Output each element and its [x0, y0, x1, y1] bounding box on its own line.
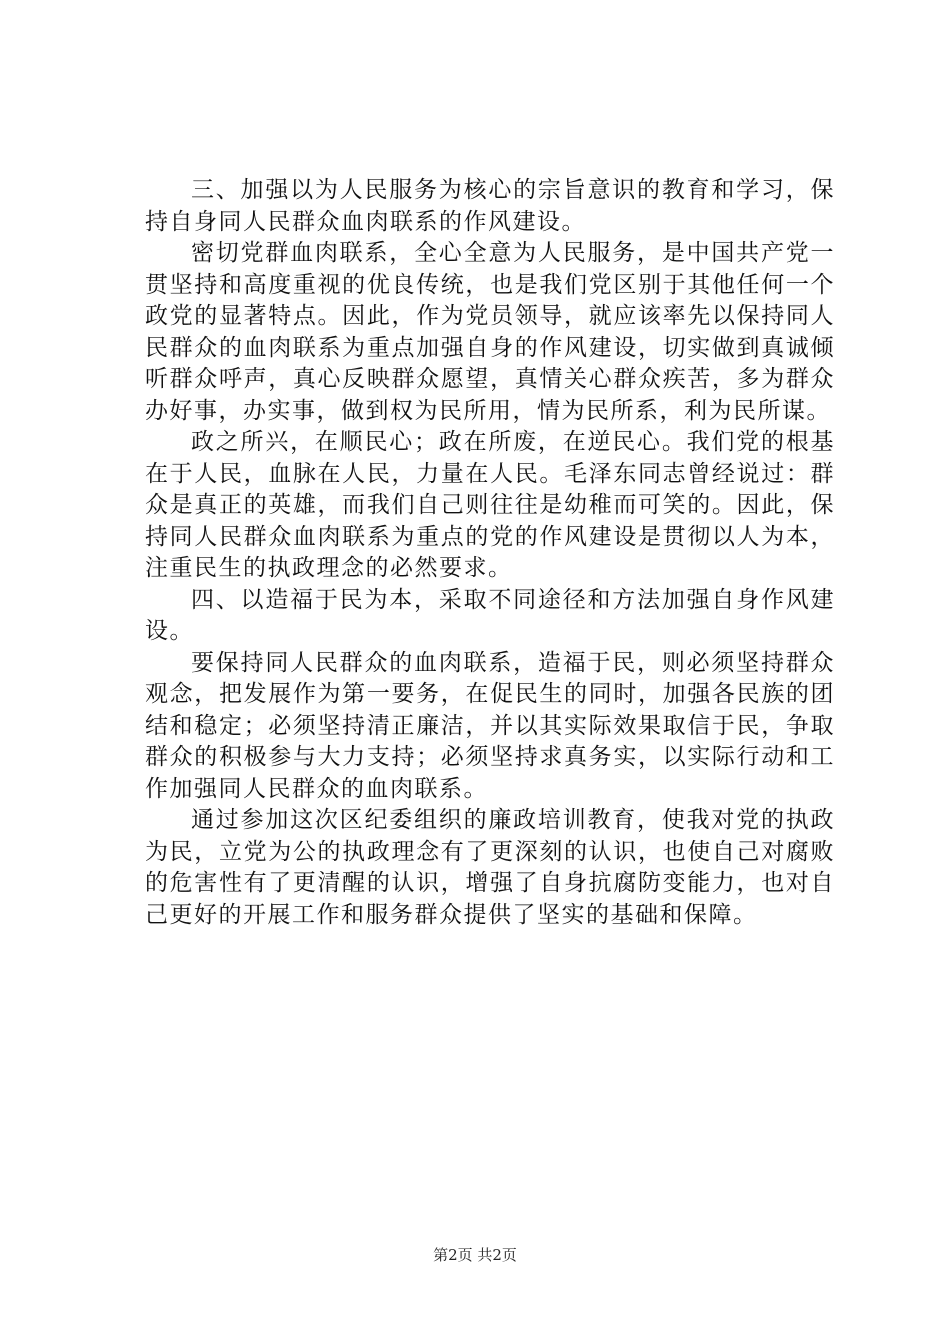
paragraph: 密切党群血肉联系，全心全意为人民服务，是中国共产党一贯坚持和高度重视的优良传统，也是我们党区别于其他任何一个政党的显著特点。因此，作为党员领导，就应该率先以保持同人民群众的血肉联系为重点加强自身的作风建设，切实做到真诚倾听群众呼声，真心反映群众愿望，真情关心群众疾苦，多为群众办好事，办实事，做到权为民所用，情为民所系，利为民所谋。 — [145, 240, 835, 424]
page-footer: 第2页 共2页 — [433, 1246, 517, 1264]
paragraph: 通过参加这次区纪委组织的廉政培训教育，使我对党的执政为民，立党为公的执政理念有了更深刻的认识，也使自己对腐败的危害性有了更清醒的认识，增强了自身抗腐防变能力，也对自己更好的开展工作和服务群众提供了坚实的基础和保障。 — [145, 807, 835, 928]
paragraph-section-four-heading: 四、以造福于民为本，采取不同途径和方法加强自身作风建设。 — [145, 586, 835, 644]
document-body — [145, 175, 835, 931]
paragraph: 要保持同人民群众的血肉联系，造福于民，则必须坚持群众观念，把发展作为第一要务，在促民生的同时，加强各民族的团结和稳定；必须坚持清正廉洁，并以其实际效果取信于民，争取群众的积极参与大力支持；必须坚持求真务实，以实际行动和工作加强同人民群众的血肉联系。 — [145, 649, 835, 802]
paragraph-section-three-heading: 三、加强以为人民服务为核心的宗旨意识的教育和学习，保持自身同人民群众血肉联系的作风建设。 — [145, 177, 835, 235]
paragraph: 政之所兴，在顺民心；政在所废，在逆民心。我们党的根基在于人民，血脉在人民，力量在人民。毛泽东同志曾经说过：群众是真正的英雄，而我们自己则往往是幼稚而可笑的。因此，保持同人民群众血肉联系为重点的党的作风建设是贯彻以人为本，注重民生的执政理念的必然要求。 — [145, 429, 835, 581]
